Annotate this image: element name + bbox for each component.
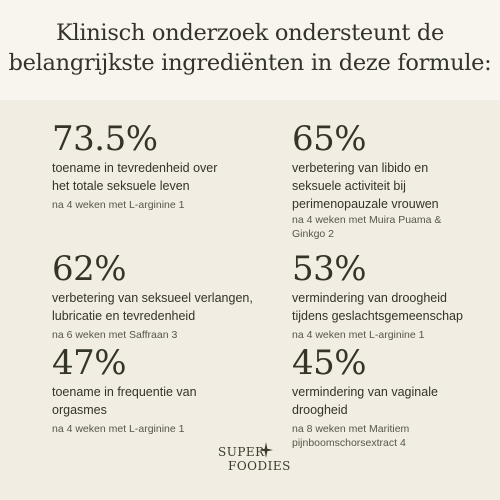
note-line: pijnboomschorsextract 4 <box>292 437 406 449</box>
stat-block <box>52 251 277 342</box>
desc-line: vermindering van vaginale <box>292 385 438 399</box>
stat-block <box>292 121 500 241</box>
desc-line: toename in tevredenheid over <box>52 161 218 175</box>
stat-note <box>292 213 500 241</box>
desc-line: seksuele activiteit bij <box>292 179 406 193</box>
stat-description <box>292 159 500 213</box>
desc-line: toename in frequentie van <box>52 385 197 399</box>
stat-description <box>52 289 277 325</box>
stat-description <box>292 383 500 419</box>
desc-line: verbetering van libido en <box>292 161 429 175</box>
desc-line: perimenopauzale vrouwen <box>292 197 439 211</box>
stat-description <box>52 383 277 419</box>
stat-description <box>292 289 500 325</box>
stat-description <box>52 159 277 195</box>
logo-line-1: SUPER <box>218 445 265 459</box>
note-line: Ginkgo 2 <box>292 228 335 240</box>
stat-value: 47% <box>52 343 127 383</box>
note-line: na 4 weken met L-arginine 1 <box>292 329 425 341</box>
stat-value: 73.5% <box>52 119 158 159</box>
desc-line: droogheid <box>292 403 348 417</box>
desc-line: orgasmes <box>52 403 107 417</box>
stat-value: 45% <box>292 343 367 383</box>
note-line: na 4 weken met L-arginine 1 <box>52 423 185 435</box>
stat-block <box>52 345 277 436</box>
logo-line-2: FOODIES <box>228 459 291 473</box>
stat-value: 62% <box>52 249 127 289</box>
stat-note <box>292 422 500 450</box>
note-line: na 4 weken met Muira Puama & <box>292 214 442 226</box>
title-line-1: Klinisch onderzoek ondersteunt de <box>55 20 445 46</box>
desc-line: lubricatie en tevredenheid <box>52 309 196 323</box>
title-line-2: belangrijkste ingrediënten in deze formule: <box>8 50 492 76</box>
desc-line: verbetering van seksueel verlangen, <box>52 291 253 305</box>
desc-line: het totale seksuele leven <box>52 179 190 193</box>
stat-block <box>52 121 277 212</box>
stat-note <box>52 422 277 436</box>
sparkle-icon <box>259 442 273 458</box>
stat-note <box>52 328 277 342</box>
note-line: na 8 weken met Maritiem <box>292 423 410 435</box>
note-line: na 4 weken met L-arginine 1 <box>52 199 185 211</box>
desc-line: vermindering van droogheid <box>292 291 447 305</box>
stat-note <box>292 328 500 342</box>
stat-note <box>52 198 277 212</box>
stat-block <box>292 251 500 342</box>
stat-value: 53% <box>292 249 367 289</box>
note-line: na 6 weken met Saffraan 3 <box>52 329 178 341</box>
brand-logo <box>212 445 292 473</box>
desc-line: tijdens geslachtsgemeenschap <box>292 309 463 323</box>
stat-value: 65% <box>292 119 367 159</box>
stat-block <box>292 345 500 450</box>
page-title <box>0 18 500 78</box>
